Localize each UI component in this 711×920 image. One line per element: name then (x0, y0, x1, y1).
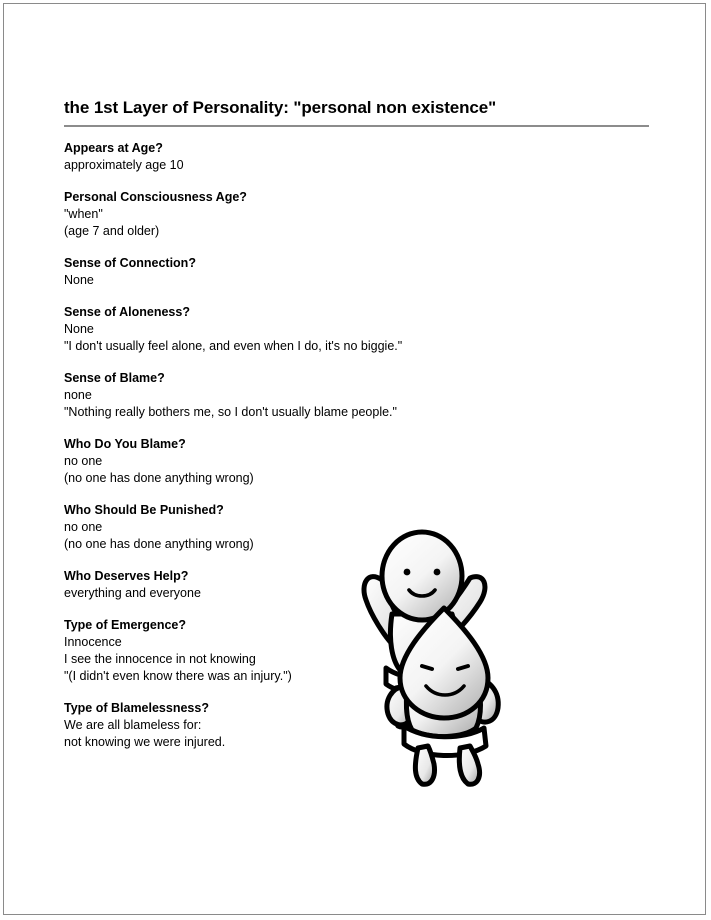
section-heading: Type of Emergence? (64, 618, 187, 632)
qa-section (64, 436, 654, 487)
section-line: "when" (64, 207, 103, 221)
section-line: no one (64, 520, 103, 534)
section-line: everything and everyone (64, 586, 201, 600)
section-list (64, 140, 654, 751)
page-title: the 1st Layer of Personality: "personal non existence" (64, 98, 497, 117)
section-heading: Appears at Age? (64, 141, 163, 155)
section-heading: Type of Blamelessness? (64, 701, 209, 715)
section-line: (no one has done anything wrong) (64, 471, 254, 485)
section-heading: Sense of Aloneness? (64, 305, 190, 319)
section-line: I see the innocence in not knowing (64, 652, 256, 666)
qa-section (64, 304, 654, 355)
section-line: not knowing we were injured. (64, 735, 226, 749)
section-line: "(I didn't even know there was an injury.") (64, 669, 292, 683)
qa-section (64, 568, 654, 602)
section-line: We are all blameless for: (64, 718, 202, 732)
section-line: None (64, 273, 94, 287)
document-content (64, 98, 654, 751)
section-heading: Sense of Blame? (64, 371, 165, 385)
section-heading: Personal Consciousness Age? (64, 190, 247, 204)
section-line: "Nothing really bothers me, so I don't usually blame people." (64, 405, 397, 419)
qa-section (64, 617, 654, 685)
section-heading: Who Deserves Help? (64, 569, 189, 583)
section-heading: Who Do You Blame? (64, 437, 186, 451)
section-line: no one (64, 454, 103, 468)
section-line: (age 7 and older) (64, 224, 160, 238)
qa-section (64, 502, 654, 553)
document-page (3, 3, 706, 915)
section-line: Innocence (64, 635, 122, 649)
qa-section (64, 700, 654, 751)
section-line: (no one has done anything wrong) (64, 537, 254, 551)
qa-section (64, 370, 654, 421)
qa-section (64, 255, 654, 289)
section-line: none (64, 388, 92, 402)
title-divider (64, 125, 649, 127)
section-line: approximately age 10 (64, 158, 184, 172)
section-heading: Sense of Connection? (64, 256, 196, 270)
qa-section (64, 189, 654, 240)
section-line: None (64, 322, 94, 336)
section-heading: Who Should Be Punished? (64, 503, 224, 517)
section-line: "I don't usually feel alone, and even when I do, it's no biggie." (64, 339, 403, 353)
qa-section (64, 140, 654, 174)
